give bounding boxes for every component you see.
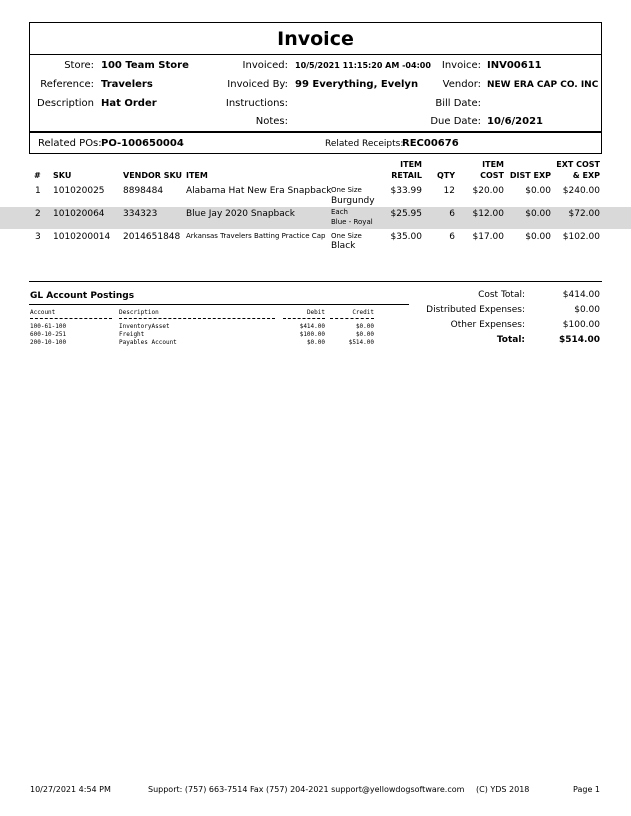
- row1-sku: 101020025: [53, 186, 105, 196]
- row3-qty: 6: [449, 232, 455, 242]
- reference-value: Travelers: [101, 79, 153, 90]
- col-retail-top: ITEM: [400, 160, 422, 169]
- row3-sku: 1010200014: [53, 232, 111, 242]
- footer-page: Page 1: [573, 785, 600, 794]
- cost-total-value: $414.00: [562, 290, 600, 300]
- row3-vendor-sku: 2014651848: [123, 232, 181, 242]
- footer-copyright: (C) YDS 2018: [476, 785, 530, 794]
- gl-row1-credit: $0.00: [355, 323, 374, 330]
- gl-title: GL Account Postings: [30, 291, 135, 301]
- gl-row1-description: InventoryAsset: [119, 323, 170, 330]
- invoice-label: Invoice:: [441, 60, 481, 71]
- total-value: $514.00: [559, 335, 600, 345]
- row1-vendor-sku: 8898484: [123, 186, 164, 196]
- bill-date-label: Bill Date:: [435, 98, 481, 109]
- col-sku: SKU: [53, 171, 72, 180]
- row2-color: Blue - Royal: [331, 218, 373, 226]
- row1-num: 1: [35, 186, 41, 196]
- col-qty: QTY: [436, 171, 455, 180]
- row1-item: Alabama Hat New Era Snapback: [186, 186, 332, 196]
- gl-row2-debit: $100.00: [299, 331, 325, 338]
- related-pos-label: Related POs:: [38, 138, 102, 149]
- related-receipts-label: Related Receipts:: [325, 139, 404, 149]
- col-ext: & EXP: [572, 171, 600, 180]
- description-value: Hat Order: [101, 98, 157, 109]
- distributed-expenses-label: Distributed Expenses:: [426, 305, 525, 315]
- row3-num: 3: [35, 232, 41, 242]
- col-vendor-sku: VENDOR SKU: [123, 171, 183, 180]
- col-cost-top: ITEM: [482, 160, 504, 169]
- gl-row2-credit: $0.00: [355, 331, 374, 338]
- total-label: Total:: [496, 335, 525, 345]
- row3-size: One Size: [331, 232, 362, 240]
- related-receipts-value: REC00676: [402, 138, 459, 149]
- col-item: ITEM: [186, 171, 208, 180]
- gl-row1-account: 100-61-100: [30, 323, 67, 330]
- gl-row3-account: 200-10-100: [30, 339, 67, 346]
- row3-cost: $17.00: [472, 232, 504, 242]
- cost-total-label: Cost Total:: [478, 290, 525, 300]
- row2-qty: 6: [449, 209, 455, 219]
- gl-header-debit: Debit: [306, 309, 325, 316]
- row2-size: Each: [331, 208, 348, 216]
- invoiced-by-label: Invoiced By:: [227, 79, 288, 90]
- col-ext-top: EXT COST: [556, 160, 600, 169]
- col-cost: COST: [480, 171, 504, 180]
- instructions-label: Instructions:: [225, 98, 288, 109]
- gl-title-underline: [29, 304, 409, 305]
- gl-dash-credit: [330, 318, 374, 319]
- row2-retail: $25.95: [390, 209, 422, 219]
- notes-label: Notes:: [255, 116, 288, 127]
- description-label: Description: [37, 98, 94, 109]
- gl-header-account: Account: [30, 309, 56, 316]
- due-date-label: Due Date:: [430, 116, 481, 127]
- vendor-label: Vendor:: [442, 79, 481, 90]
- invoiced-label: Invoiced:: [242, 60, 288, 71]
- row3-ext: $102.00: [562, 232, 600, 242]
- invoiced-by-value: 99 Everything, Evelyn: [295, 79, 419, 90]
- gl-row2-account: 600-10-251: [30, 331, 67, 338]
- gl-dash-description: [119, 318, 275, 319]
- store-value: 100 Team Store: [101, 60, 189, 71]
- gl-row3-description: Payables Account: [119, 339, 177, 346]
- col-dist-exp: DIST EXP: [509, 171, 551, 180]
- col-num: #: [34, 171, 41, 180]
- related-pos-value: PO-100650004: [101, 138, 184, 149]
- row1-retail: $33.99: [390, 186, 422, 196]
- section-divider: [29, 281, 602, 282]
- invoiced-value: 10/5/2021 11:15:20 AM -04:00: [295, 61, 431, 70]
- gl-row2-description: Freight: [119, 331, 145, 338]
- store-label: Store:: [64, 60, 94, 71]
- row1-cost: $20.00: [472, 186, 504, 196]
- other-expenses-label: Other Expenses:: [450, 320, 525, 330]
- gl-row3-credit: $514.00: [348, 339, 374, 346]
- other-expenses-value: $100.00: [562, 320, 600, 330]
- due-date-value: 10/6/2021: [487, 116, 544, 127]
- distributed-expenses-value: $0.00: [574, 305, 600, 315]
- gl-header-description: Description: [119, 309, 159, 316]
- row2-ext: $72.00: [568, 209, 600, 219]
- page-title: Invoice: [277, 28, 354, 50]
- col-retail: RETAIL: [391, 171, 422, 180]
- row1-ext: $240.00: [562, 186, 600, 196]
- row2-num: 2: [35, 209, 41, 219]
- reference-label: Reference:: [40, 79, 94, 90]
- row3-color: Black: [331, 241, 356, 251]
- footer-support: Support: (757) 663-7514 Fax (757) 204-2021 support@yellowdogsoftware.com: [148, 785, 465, 794]
- vendor-value: NEW ERA CAP CO. INC: [487, 80, 599, 90]
- gl-dash-debit: [283, 318, 325, 319]
- gl-row1-debit: $414.00: [299, 323, 325, 330]
- gl-dash-account: [30, 318, 112, 319]
- row1-dist: $0.00: [525, 186, 551, 196]
- row3-dist: $0.00: [525, 232, 551, 242]
- row1-color: Burgundy: [331, 196, 375, 206]
- row3-retail: $35.00: [390, 232, 422, 242]
- header-divider: [30, 54, 601, 55]
- invoice-number: INV00611: [487, 60, 542, 71]
- row2-sku: 101020064: [53, 209, 105, 219]
- row2-cost: $12.00: [472, 209, 504, 219]
- row2-item: Blue Jay 2020 Snapback: [186, 209, 295, 219]
- gl-header-credit: Credit: [352, 309, 374, 316]
- row1-size: One Size: [331, 186, 362, 194]
- row2-vendor-sku: 334323: [123, 209, 158, 219]
- footer-datetime: 10/27/2021 4:54 PM: [30, 785, 111, 794]
- gl-row3-debit: $0.00: [306, 339, 325, 346]
- row1-qty: 12: [443, 186, 455, 196]
- row2-dist: $0.00: [525, 209, 551, 219]
- row3-item: Arkansas Travelers Batting Practice Cap: [186, 232, 326, 240]
